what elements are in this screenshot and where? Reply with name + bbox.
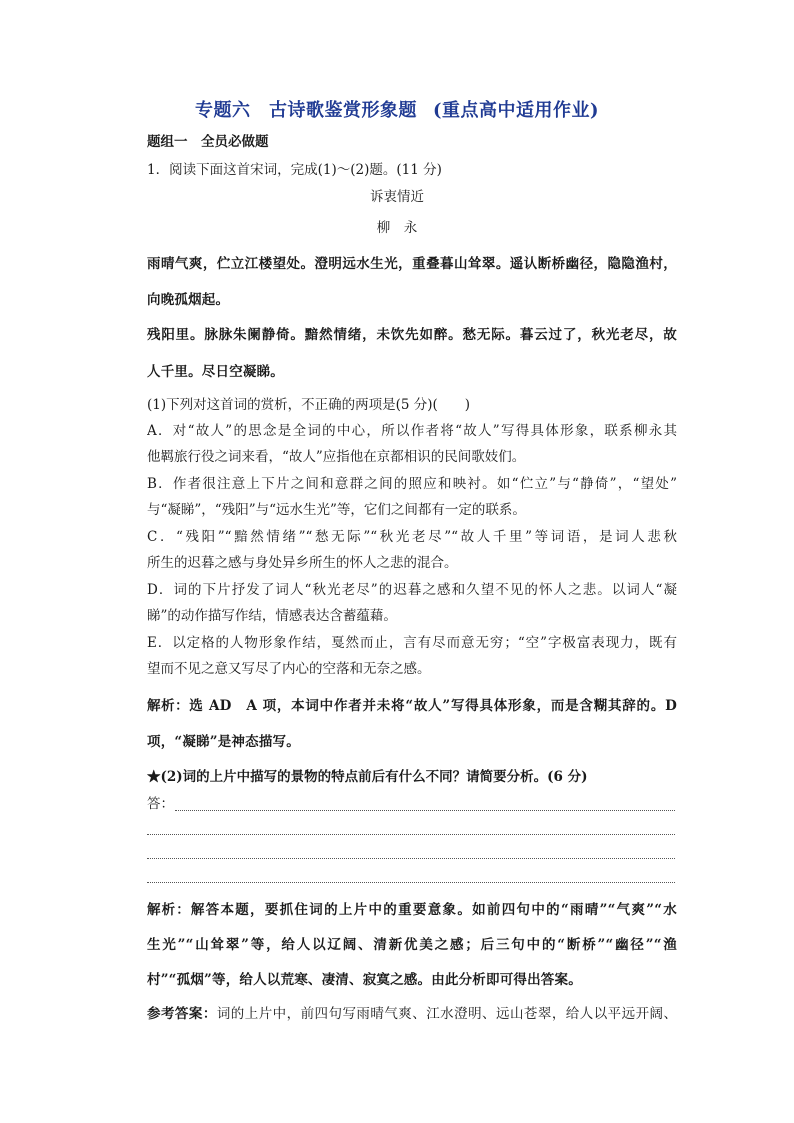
option-a-line-2: 他羁旅行役之词来看，“故人”应指他在京都相识的民间歌妓们。 — [147, 449, 526, 465]
title-suffix: (重点高中适用作业) — [432, 100, 600, 121]
analysis-label: 解析： — [147, 698, 190, 714]
analysis-2-line-1 — [147, 900, 677, 920]
option-d-line-2: 睇”的动作描写作结，情感表达含蓄蕴藉。 — [147, 608, 397, 624]
answer-line-1[interactable] — [175, 810, 675, 811]
question-1-2 — [147, 767, 677, 787]
poem-title: 诉衷情近 — [370, 189, 424, 205]
question-1-2-text: ★(2)词的上片中描写的景物的特点前后有什么不同？请简要分析。(6 分) — [147, 769, 588, 785]
answer-line-2[interactable] — [147, 834, 675, 835]
analysis-2-line-3: 村”“孤烟”等，给人以荒寒、凄清、寂寞之感。由此分析即可得出答案。 — [147, 972, 582, 988]
analysis-1-text: 选 AD A 项，本词中作者并未将“故人”写得具体形象，而是含糊其辞的。D — [189, 698, 677, 714]
option-e-line-2: 望而不见之意又写尽了内心的空落和无奈之感。 — [147, 661, 431, 677]
poem-line-1: 雨晴气爽，伫立江楼望处。澄明远水生光，重叠暮山耸翠。遥认断桥幽径，隐隐渔村， — [147, 256, 677, 272]
option-a-line-1: A．对“故人”的思念是全词的中心，所以作者将“故人”写得具体形象，联系柳永其 — [147, 423, 677, 439]
option-b-line-2: 与“凝睇”，“残阳”与“远水生光”等，它们之间都有一定的联系。 — [147, 502, 526, 518]
question-1-intro: 1．阅读下面这首宋词，完成(1)～(2)题。(11 分) — [147, 162, 442, 178]
poem-author: 柳 永 — [376, 220, 418, 236]
analysis-2-line-2: 生光”“山耸翠”等，给人以辽阔、清新优美之感；后三句中的“断桥”“幽径”“渔 — [147, 937, 677, 953]
option-c-line-2: 所生的迟暮之感与身处异乡所生的怀人之悲的混合。 — [147, 555, 458, 571]
option-c-line-1: C．“残阳”“黯然情绪”“愁无际”“秋光老尽”“故人千里”等词语，是词人悲秋 — [147, 529, 677, 545]
poem-line-2: 向晚孤烟起。 — [147, 292, 230, 308]
option-e-line-1: E．以定格的人物形象作结，戛然而止，言有尽而意无穷；“空”字极富表现力，既有 — [147, 635, 677, 651]
analysis-1-line-2: 项，“凝睇”是神态描写。 — [147, 734, 300, 750]
analysis-2-text-1: 解答本题，要抓住词的上片中的重要意象。如前四句中的“雨晴”“气爽”“水 — [190, 902, 677, 918]
reference-answer-line-1 — [147, 1004, 677, 1024]
answer-line-3[interactable] — [147, 858, 675, 859]
option-b-line-1: B．作者很注意上下片之间和意群之间的照应和映衬。如“伫立”与“静倚”，“望处” — [147, 476, 677, 492]
poem-line-4: 人千里。尽日空凝睇。 — [147, 364, 284, 380]
title-main: 专题六 古诗歌鉴赏形象题 — [194, 100, 417, 121]
page-title — [0, 96, 794, 122]
answer-label: 答： — [147, 796, 174, 812]
analysis-1-line-1 — [147, 696, 677, 716]
group-heading: 题组一 全员必做题 — [147, 134, 269, 150]
analysis-2-label: 解析： — [147, 902, 191, 918]
reference-answer-label: 参考答案： — [147, 1006, 217, 1022]
reference-answer-text: 词的上片中，前四句写雨晴气爽、江水澄明、远山苍翠，给人以平远开阔、 — [216, 1006, 677, 1022]
option-d-line-1: D．词的下片抒发了词人“秋光老尽”的迟暮之感和久望不见的怀人之悲。以词人“凝 — [147, 582, 677, 598]
answer-line-4[interactable] — [147, 882, 675, 883]
question-1-1: (1)下列对这首词的赏析，不正确的两项是(5 分)( ) — [147, 397, 471, 413]
poem-line-3: 残阳里。脉脉朱阑静倚。黯然情绪，未饮先如醉。愁无际。暮云过了，秋光老尽，故 — [147, 327, 677, 343]
